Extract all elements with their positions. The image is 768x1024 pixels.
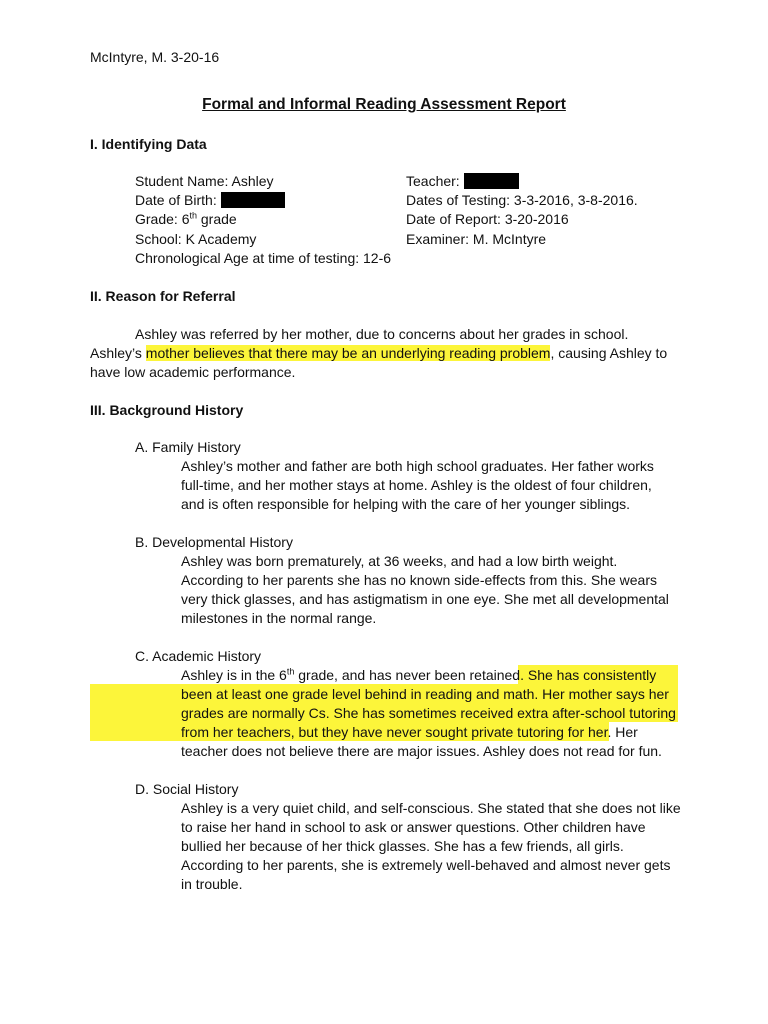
academic-line-1-highlight: She has consistently: [527, 667, 657, 683]
reason-line-1: Ashley was referred by her mother, due to concerns about her grades in school.: [135, 326, 629, 342]
developmental-line-2: According to her parents she has no known side-effects from this. She wears: [181, 572, 657, 588]
academic-line-2: been at least one grade level behind in reading and math. Her mother says her: [181, 686, 669, 702]
family-line-2: full-time, and her mother stays at home. Ashley is the oldest of four children,: [181, 477, 652, 493]
reason-highlight: mother believes that there may be an underlying reading problem: [145, 345, 551, 361]
examiner: Examiner: M. McIntyre: [406, 231, 547, 247]
grade-sup: th: [189, 210, 197, 221]
family-history-heading: A. Family History: [135, 439, 241, 455]
section-identifying-data-heading: I. Identifying Data: [90, 136, 207, 152]
social-line-5: in trouble.: [181, 876, 243, 892]
dob-redaction: [221, 192, 285, 208]
student-name: Student Name: Ashley: [135, 173, 274, 189]
academic-line-3: grades are normally Cs. She has sometimes received extra after-school tutoring: [181, 705, 676, 721]
developmental-history-heading: B. Developmental History: [135, 534, 293, 550]
family-line-1: Ashley’s mother and father are both high school graduates. Her father works: [181, 458, 654, 474]
school: School: K Academy: [135, 231, 257, 247]
teacher-label: Teacher:: [406, 173, 460, 189]
chronological-age: Chronological Age at time of testing: 12-6: [135, 250, 392, 266]
reason-line-2: [90, 344, 667, 363]
academic-line-5: teacher does not believe there are major issues. Ashley does not read for fun.: [181, 743, 662, 759]
dates-of-testing: Dates of Testing: 3-3-2016, 3-8-2016.: [406, 192, 638, 208]
section-background-heading: III. Background History: [90, 402, 244, 418]
section-reason-heading: II. Reason for Referral: [90, 288, 236, 304]
social-history-heading: D. Social History: [135, 781, 239, 797]
developmental-line-1: Ashley was born prematurely, at 36 weeks, and had a low birth weight.: [181, 553, 618, 569]
grade-suffix: grade: [197, 211, 237, 227]
report-title: Formal and Informal Reading Assessment Report: [202, 96, 566, 113]
teacher-redaction: [464, 173, 519, 189]
social-line-3: bullied her because of her thick glasses. She has a few friends, all girls.: [181, 838, 624, 854]
date-of-report: Date of Report: 3-20-2016: [406, 211, 569, 227]
grade-prefix: Grade: 6: [135, 211, 190, 227]
academic-line-4: [181, 723, 638, 742]
social-line-1: Ashley is a very quiet child, and self-conscious. She stated that she does not like: [181, 800, 681, 816]
academic-line-1: [181, 666, 656, 685]
academic-line-4-post: . Her: [607, 724, 638, 740]
academic-line-4-highlight: from her teachers, but they have never sought private tutoring for her: [181, 724, 608, 740]
academic-history-heading: C. Academic History: [135, 648, 262, 664]
social-line-4: According to her parents, she is extremely well-behaved and almost never gets: [181, 857, 671, 873]
grade: [135, 210, 237, 229]
reason-line-2-post: , causing Ashley to: [550, 345, 668, 361]
academic-line-1-pre: Ashley is in the 6: [181, 667, 287, 683]
date-of-birth: [135, 191, 285, 210]
reason-line-3: have low academic performance.: [90, 364, 296, 380]
reason-line-2-pre: Ashley’s: [90, 345, 146, 361]
teacher: [406, 172, 519, 191]
social-line-2: to raise her hand in school to ask or answer questions. Other children have: [181, 819, 646, 835]
running-head: McIntyre, M. 3-20-16: [90, 49, 220, 65]
academic-line-1-sup: th: [286, 666, 295, 677]
developmental-line-3: very thick glasses, and has astigmatism in one eye. She met all developmental: [181, 591, 669, 607]
family-line-3: and is often responsible for helping with the care of her younger siblings.: [181, 496, 631, 512]
academic-line-1-mid: grade, and has never been retained.: [294, 667, 528, 683]
developmental-line-4: milestones in the normal range.: [181, 610, 377, 626]
dob-label: Date of Birth:: [135, 192, 217, 208]
